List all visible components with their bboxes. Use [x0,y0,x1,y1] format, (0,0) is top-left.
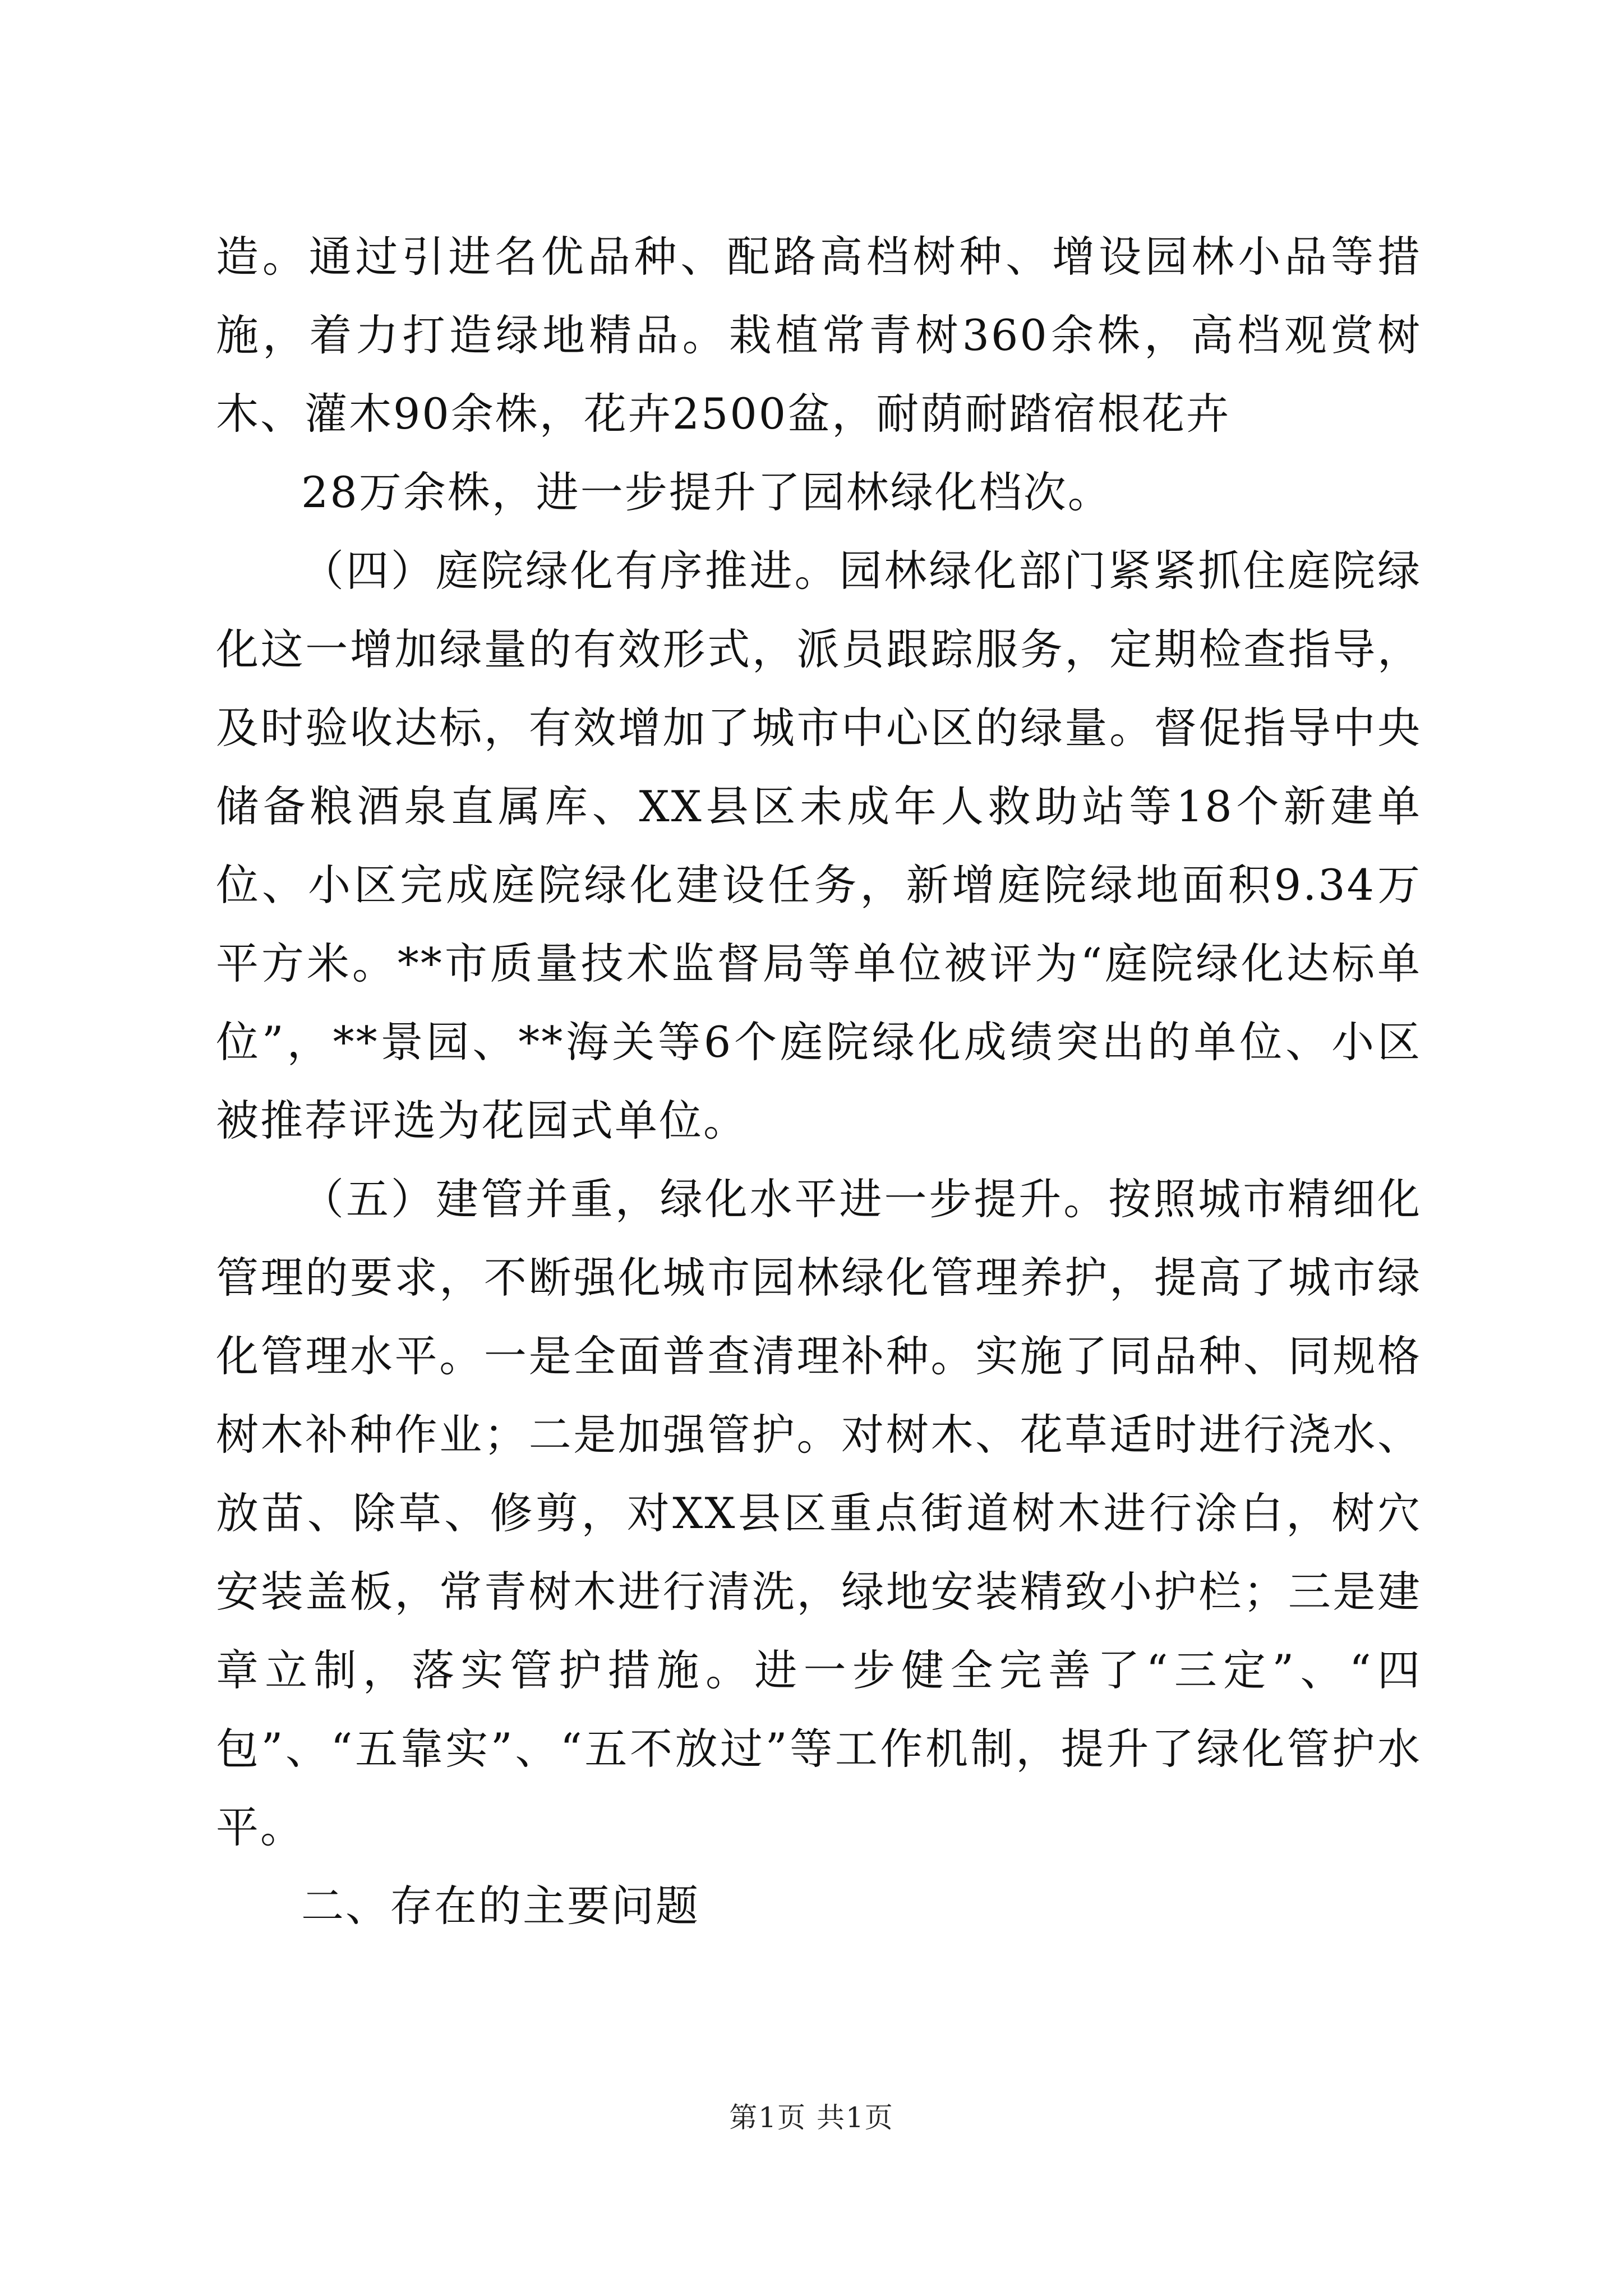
paragraph-management: （五）建管并重，绿化水平进一步提升。按照城市精细化管理的要求，不断强化城市园林绿化管理养护，提高了城市绿化管理水平。一是全面普查清理补种。实施了同品种、同规格树木补种作业；二是加强管护。对树木、花草适时进行浇水、放苗、除草、修剪，对XX县区重点街道树木进行涂白，树穴安装盖板，常青树木进行清洗，绿地安装精致小护栏；三是建章立制，落实管护措施。进一步健全完善了“三定”、“四包”、“五靠实”、“五不放过”等工作机制，提升了绿化管护水平。 [216,1174,1422,1852]
page-footer: 第1页 共1页 [729,2101,894,2134]
document-body [216,218,1422,1945]
paragraph-continuation: 28万余株，进一步提升了园林绿化档次。 [301,467,1112,517]
paragraph-courtyard-greening: （四）庭院绿化有序推进。园林绿化部门紧紧抓住庭院绿化这一增加绿量的有效形式，派员跟踪服务，定期检查指导，及时验收达标，有效增加了城市中心区的绿量。督促指导中央储备粮酒泉直属库、XX县区未成年人救助站等18个新建单位、小区完成庭院绿化建设任务，新增庭院绿地面积9.34万平方米。**市质量技术监督局等单位被评为“庭院绿化达标单位”，**景园、**海关等6个庭院绿化成绩突出的单位、小区被推荐评选为花园式单位。 [216,546,1422,1145]
paragraph-greening-projects: 造。通过引进名优品种、配路高档树种、增设园林小品等措施，着力打造绿地精品。栽植常青树360余株，高档观赏树木、灌木90余株，花卉2500盆，耐荫耐踏宿根花卉 [216,232,1422,439]
section-heading: 二、存在的主要问题 [301,1881,700,1931]
